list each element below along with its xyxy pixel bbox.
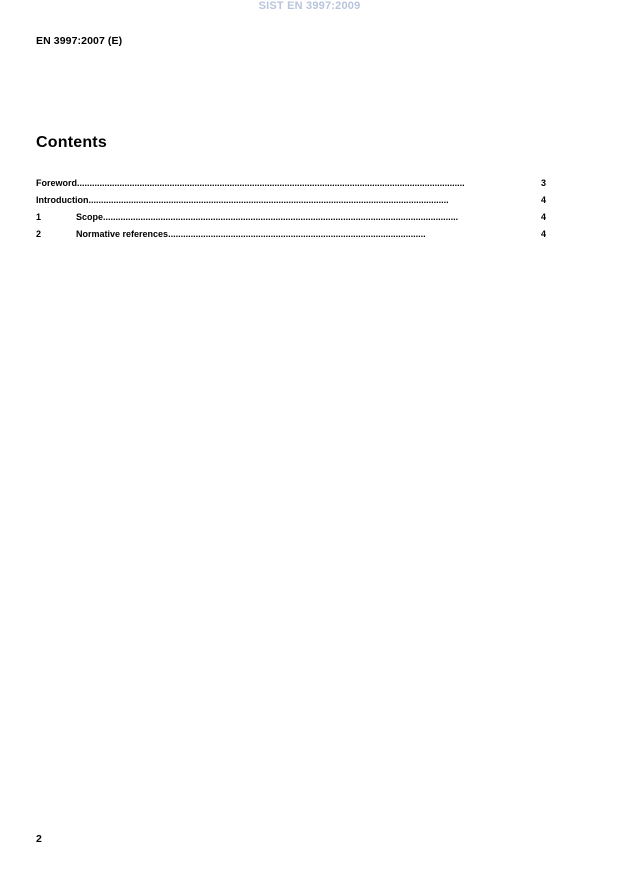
toc-entry-label: Introduction	[36, 195, 89, 205]
toc-entry-scope[interactable]	[36, 209, 546, 226]
toc-entry-page: 4	[540, 229, 546, 239]
toc-entry-page: 4	[540, 212, 546, 222]
toc-leader-dots: ..............................................................................................................................................	[103, 212, 459, 222]
toc-entry-number: 2	[36, 229, 42, 239]
toc-entry-label: Normative references	[76, 229, 169, 239]
toc-leader-dots: ................................................................................................................................................	[88, 195, 449, 205]
table-of-contents	[36, 175, 546, 243]
watermark-text: SIST EN 3997:2009	[258, 0, 361, 12]
toc-entry-normative-references[interactable]	[36, 226, 546, 243]
toc-entry-label: Foreword	[36, 178, 78, 188]
toc-entry-foreword[interactable]	[36, 175, 546, 192]
toc-leader-dots: .......................................................................................................	[168, 229, 426, 239]
toc-entry-label: Scope	[76, 212, 104, 222]
page-title: Contents	[36, 134, 107, 151]
toc-leader-dots: ...........................................................................................................................................................	[77, 178, 465, 188]
toc-entry-page: 4	[540, 195, 546, 205]
toc-entry-page: 3	[540, 178, 546, 188]
document-header-reference: EN 3997:2007 (E)	[36, 35, 123, 47]
toc-entry-number: 1	[36, 212, 42, 222]
page-number: 2	[36, 833, 42, 845]
toc-entry-introduction[interactable]	[36, 192, 546, 209]
